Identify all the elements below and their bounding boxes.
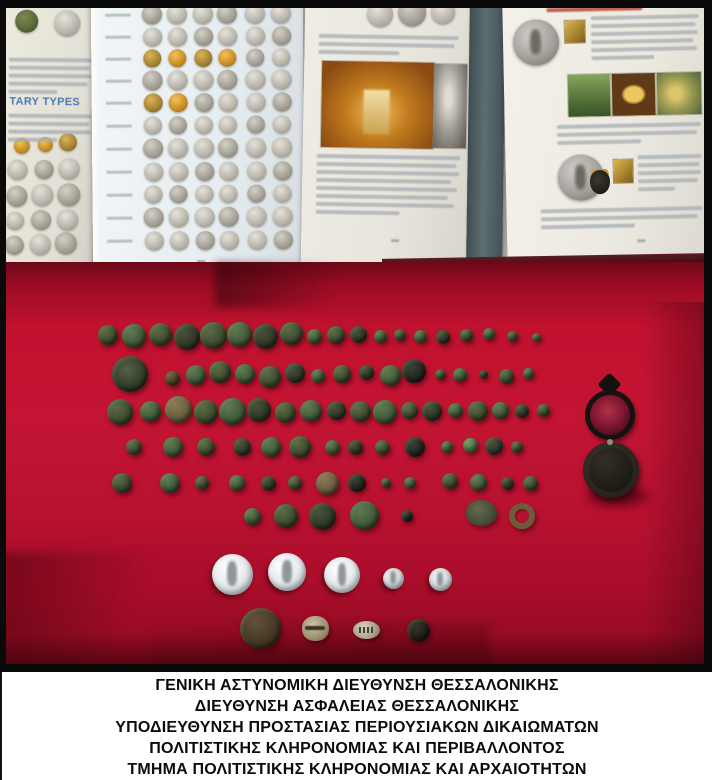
blurred-text-line: [319, 42, 455, 48]
blurred-text-line: [591, 22, 696, 28]
blurred-text-line: [316, 210, 400, 215]
coin-figure: [530, 29, 541, 55]
book-coin-photo: [8, 160, 28, 180]
blurred-text-line: [9, 82, 88, 87]
catalog-coin-photo: [143, 138, 163, 158]
catalog-coin-photo: [144, 185, 162, 203]
blurred-text-line: [316, 170, 459, 176]
blurred-text-line: [316, 194, 449, 200]
catalog-coin-photo: [194, 26, 213, 45]
catalog-coin-photo: [168, 27, 187, 46]
catalog-coin-photo: [247, 230, 266, 249]
blurred-text-line: [557, 122, 701, 129]
catalog-coin-photo: [143, 93, 162, 112]
catalog-coin-photo: [218, 26, 237, 45]
right-page-text-block: [637, 154, 702, 195]
blurred-text-line: [316, 202, 454, 208]
catalog-coin-photo: [219, 207, 239, 227]
left-page-text-block: [8, 114, 92, 147]
caption-block: [0, 672, 712, 780]
catalog-coin-photo: [169, 116, 187, 134]
catalog-coin-photo: [247, 206, 267, 226]
blurred-text-line: [8, 122, 90, 127]
blurred-text-line: [319, 34, 459, 40]
catalog-coin-photo: [143, 27, 162, 46]
book-coin-photo: [31, 184, 53, 206]
book-coin-photo: [55, 232, 77, 254]
bull-figurine-photo: [590, 170, 610, 194]
catalog-label: [105, 14, 131, 17]
blurred-text-line: [316, 178, 451, 184]
book-catalog-page: [91, 1, 305, 271]
gold-plaque-photo: [612, 73, 656, 116]
blurred-text-line: [591, 38, 693, 44]
corroded-coin-lump: [466, 500, 497, 526]
catalog-label: [105, 58, 131, 61]
catalog-coin-photo: [217, 70, 237, 90]
catalog-coin-photo: [247, 161, 266, 180]
blurred-text-line: [8, 130, 91, 135]
blurred-text-line: [638, 178, 698, 183]
catalog-coin-photo: [219, 116, 237, 134]
photo-frame: [0, 0, 6, 672]
catalog-coin-photo: [195, 161, 214, 180]
sculpture-photo: [433, 64, 467, 149]
left-page-text-block: [8, 58, 92, 99]
temple-doorway: [363, 90, 390, 134]
catalog-coin-photo: [273, 161, 292, 180]
catalog-coin-photo: [246, 137, 266, 157]
photo-frame: [0, 664, 712, 672]
book-coin-photo: [29, 233, 50, 254]
blurred-text-line: [9, 74, 92, 79]
blurred-text-line: [541, 214, 698, 221]
bead-inscription: [359, 627, 374, 633]
catalog-coin-photo: [273, 230, 292, 249]
catalog-coin-photo: [247, 115, 265, 133]
catalog-label: [106, 171, 132, 174]
gold-artifact-photo: [614, 159, 633, 182]
book-coin-photo: [34, 159, 53, 178]
catalog-coin-photo: [272, 137, 292, 157]
right-page-text-block: [591, 14, 700, 64]
blurred-text-line: [591, 30, 698, 36]
catalog-coin-photo: [195, 230, 214, 249]
catalog-coin-photo: [144, 231, 163, 250]
shadow: [215, 262, 385, 308]
catalog-coin-photo: [144, 162, 163, 181]
blurred-text-line: [9, 58, 93, 63]
catalog-coin-photo: [193, 70, 213, 90]
catalog-coin-photo: [273, 115, 291, 133]
catalog-coin-photo: [218, 92, 237, 111]
book-right-page: [502, 2, 709, 268]
catalog-coin-photo: [169, 231, 188, 250]
book-coin-photo: [57, 209, 78, 230]
magnifying-loupe-case: [583, 442, 639, 498]
cloth-fold-shadow: [0, 552, 240, 666]
coin-figure: [575, 165, 586, 191]
blurred-text-line: [9, 66, 91, 71]
catalog-label: [106, 102, 132, 105]
shadow: [0, 634, 712, 666]
catalog-coin-photo: [167, 70, 187, 90]
page-number-mark: [391, 239, 399, 242]
blurred-text-line: [638, 162, 700, 167]
catalog-coin-photo: [218, 49, 236, 67]
book-coin-photo: [4, 235, 23, 254]
catalog-coin-photo: [169, 207, 189, 227]
blurred-text-line: [637, 154, 701, 159]
book-coin-photo: [54, 10, 80, 36]
blurred-text-line: [591, 14, 699, 20]
caption-line: ΥΠΟΔΙΕΥΘΥΝΣΗ ΠΡΟΣΤΑΣΙΑΣ ΠΕΡΙΟΥΣΙΑΚΩΝ ΔΙΚΑΙΩΜΑΤΩΝ: [115, 718, 599, 736]
shadow: [642, 302, 712, 666]
book-coin-photo: [15, 9, 38, 32]
catalog-coin-photo: [271, 69, 291, 89]
blurred-text-line: [316, 186, 457, 192]
blurred-text-line: [638, 187, 675, 192]
catalog-coin-photo: [194, 92, 213, 111]
catalog-coin-photo: [168, 138, 188, 158]
catalog-coin-photo: [246, 92, 265, 111]
book-cover-spine: [466, 2, 506, 268]
book-coin-photo: [57, 183, 80, 206]
catalog-label: [106, 125, 132, 128]
blurred-text-line: [541, 223, 635, 229]
right-page-text-block: [557, 122, 701, 149]
catalog-coin-photo: [169, 162, 188, 181]
catalog-label: [106, 80, 132, 83]
photo-frame: [704, 0, 712, 672]
catalog-coin-photo: [194, 49, 212, 67]
trees-photo: [568, 74, 611, 117]
catalog-coin-photo: [273, 206, 293, 226]
photo-frame: [0, 0, 712, 8]
catalog-coin-photo: [245, 69, 265, 89]
book-coin-photo: [6, 185, 27, 206]
left-page-heading: TARY TYPES: [9, 95, 81, 109]
loupe-hinge: [607, 439, 613, 445]
book-coin-photo: [6, 212, 24, 230]
catalog-coin-photo: [246, 26, 265, 45]
catalog-coin-photo: [169, 185, 187, 203]
blurred-text-line: [557, 139, 641, 145]
blurred-text-line: [541, 206, 703, 213]
temple-interior-photo: [321, 61, 434, 149]
catalog-coin-photo: [144, 207, 164, 227]
magnifying-loupe-lens: [585, 390, 635, 440]
catalog-coin-photo: [168, 49, 186, 67]
blurred-text-line: [8, 114, 92, 119]
blurred-text-line: [317, 154, 461, 161]
catalog-coin-photo: [194, 138, 214, 158]
catalog-coin-photo: [143, 49, 161, 67]
catalog-label: [107, 217, 133, 220]
gold-artifact-photo: [565, 20, 585, 42]
catalog-coin-photo: [272, 92, 291, 111]
catalog-coin-photo: [272, 26, 291, 45]
catalog-label: [106, 148, 132, 151]
catalog-coin-photo: [218, 138, 238, 158]
catalog-coin-photo: [195, 207, 215, 227]
blurred-text-line: [8, 90, 57, 95]
book-left-page: [3, 6, 96, 267]
catalog-label: [107, 240, 133, 243]
caption-line: ΤΜΗΜΑ ΠΟΛΙΤΙΣΤΙΚΗΣ ΚΛΗΡΟΝΟΜΙΑΣ ΚΑΙ ΑΡΧΑΙΟΤΗΤΩΝ: [127, 760, 587, 778]
inscribed-oval-bead: [353, 621, 380, 639]
blurred-text-line: [591, 55, 654, 60]
catalog-coin-photo: [272, 48, 290, 66]
blurred-text-line: [557, 130, 697, 137]
caption-line: ΓΕΝΙΚΗ ΑΣΤΥΝΟΜΙΚΗ ΔΙΕΥΘΥΝΣΗ ΘΕΣΣΑΛΟΝΙΚΗΣ: [155, 676, 559, 694]
catalog-coin-photo: [219, 161, 238, 180]
blurred-text-line: [591, 46, 697, 52]
catalog-coin-photo: [247, 184, 265, 202]
catalog-label: [105, 36, 131, 39]
book-middle-page: [301, 2, 471, 268]
catalog-coin-photo: [273, 184, 291, 202]
jewelry-dish-photo: [657, 72, 702, 115]
blurred-text-line: [8, 138, 57, 143]
bead-slot: [305, 626, 325, 630]
caption-line: ΠΟΛΙΤΙΣΤΙΚΗΣ ΚΛΗΡΟΝΟΜΙΑΣ ΚΑΙ ΠΕΡΙΒΑΛΛΟΝΤΟΣ: [149, 739, 565, 757]
book-coin-photo: [58, 158, 79, 179]
page-number-mark: [637, 239, 645, 242]
catalog-coin-photo: [195, 185, 213, 203]
catalog-label: [107, 194, 133, 197]
catalog-coin-photo: [195, 116, 213, 134]
catalog-coin-photo: [219, 185, 237, 203]
coin-photo: [513, 19, 560, 66]
caption-line: ΔΙΕΥΘΥΝΣΗ ΑΣΦΑΛΕΙΑΣ ΘΕΣΣΑΛΟΝΙΚΗΣ: [194, 697, 520, 715]
middle-page-text-block: [316, 154, 461, 221]
blurred-text-line: [318, 50, 399, 55]
book-coin-photo: [31, 210, 51, 230]
blurred-text-line: [316, 162, 456, 168]
catalog-coin-photo: [168, 93, 187, 112]
catalog-coin-photo: [142, 70, 162, 90]
catalog-coin-photo: [219, 230, 238, 249]
middle-page-text-block: [318, 34, 458, 60]
bronze-ring: [509, 503, 535, 529]
blurred-text-line: [638, 170, 701, 175]
right-page-text-block: [541, 206, 703, 233]
catalog-coin-photo: [246, 48, 264, 66]
catalog-coin-photo: [144, 116, 162, 134]
slotted-bead-artifact: [302, 616, 329, 641]
